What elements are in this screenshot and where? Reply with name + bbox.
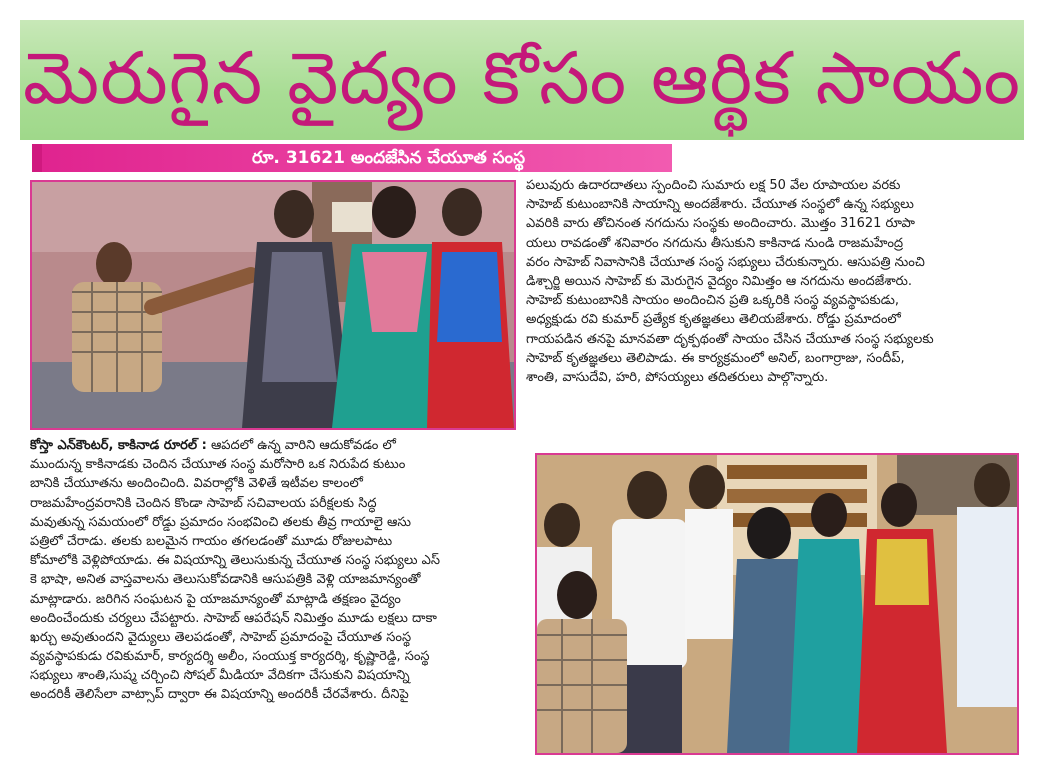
article-line-first <box>30 436 518 455</box>
article-line: పలువురు ఉదారదాతలు స్పందించి సుమారు లక్ష 50 వేల రూపాయల వరకు <box>526 178 901 193</box>
article-line: వరం సాహెబ్ నివాసానికి చేయూత సంస్థ సభ్యులు చేరుకున్నారు. ఆసుపత్రి నుంచి <box>526 254 925 270</box>
photo-group-illustration <box>537 455 1017 753</box>
article-column-right <box>526 176 1022 387</box>
article-line: ఖర్చు అవుతుందని వైద్యులు తెలపడంతో, సాహెబ్ ప్రమాదంపై చేయూత సంస్థ <box>30 629 412 645</box>
article-line: అందించేందుకు చర్యలు చేపట్టారు. సాహెబ్ ఆపరేషన్ నిమిత్తం మూడు లక్షలు దాకా <box>30 610 437 626</box>
article-column-left <box>30 436 518 705</box>
article-line: సాహెబ్ కుటుంబానికి సాయం అందించిన ప్రతి ఒక్కరికి సంస్థ వ్యవస్థాపకుడు, <box>526 293 899 309</box>
article-line: కోమాలోకి వెళ్లిపోయాడు. ఈ విషయాన్ని తెలుసుకున్న చేయూత సంస్థ సభ్యులు ఎస్ <box>30 553 441 569</box>
subheadline: రూ. 31621 అందజేసిన చేయూత సంస్థ <box>252 148 526 168</box>
article-line: కె భాషా, అనిత వాస్తవాలను తెలుసుకోవడానికి ఆసుపత్రికి వెళ్లి యాజమాన్యంతో <box>30 572 421 588</box>
headline: మెరుగైన వైద్యం కోసం ఆర్థిక సాయం <box>23 36 1021 120</box>
article-line: యలు రావడంతో శనివారం నగదును తీసుకుని కాకినాడ నుండి రాజమహేంద్ర <box>526 235 904 251</box>
subheadline-bar <box>32 144 672 172</box>
article-line: రాజమహేంద్రవరానికి చెందిన కొండా సాహెబ్ సచివాలయ పరీక్షలకు సిద్ధ <box>30 495 377 511</box>
article-line: శాంతి, వాసుదేవి, హరి, పోసయ్యలు తదితరులు పాల్గొన్నారు. <box>526 369 829 385</box>
article-line: సాహెబ్ కుటుంబానికి సాయాన్ని అందజేశారు. చేయూత సంస్థలో ఉన్న సభ్యులు <box>526 197 914 213</box>
photo-handover-illustration <box>32 182 514 428</box>
dateline: కోస్తా ఎన్‌కౌంటర్, కాకినాడ రూరల్ : <box>30 438 207 453</box>
article-line: ముందున్న కాకినాడకు చెందిన చేయూత సంస్థ మరోసారి ఒక నిరుపేద కుటుం <box>30 457 406 473</box>
article-line: ఎవరికి వారు తోచినంత నగదును సంస్థకు అందించారు. మొత్తం 31621 రూపా <box>526 216 915 232</box>
article-line: డిశ్చార్జి అయిన సాహెబ్ కు మెరుగైన వైద్యం నిమిత్తం ఆ నగదును అందజేశారు. <box>526 273 913 289</box>
article-line: ఆపదలో ఉన్న వారిని ఆదుకోవడం లో <box>210 438 396 453</box>
article-line: మాట్లాడారు. జరిగిన సంఘటన పై యాజమాన్యంతో మాట్లాడి తక్షణం వైద్యం <box>30 591 401 607</box>
article-line: అందరికీ తెలిసేలా వాట్సాప్ ద్వారా ఈ విషయాన్ని అందరికీ చేరవేశారు. దీనిపై <box>30 687 409 703</box>
article-line: పత్రిలో చేరాడు. తలకు బలమైన గాయం తగలడంతో మూడు రోజులపాటు <box>30 533 393 549</box>
article-line: అధ్యక్షుడు రవి కుమార్ ప్రత్యేక కృతజ్ఞతలు తెలియజేశారు. రోడ్డు ప్రమాదంలో <box>526 312 901 328</box>
article-line: వ్యవస్థాపకుడు రవికుమార్, కార్యదర్శి అలీం, సంయుక్త కార్యదర్శి, కృష్ణారెడ్డి, సంస్థ <box>30 649 430 665</box>
article-line: మవుతున్న సమయంలో రోడ్డు ప్రమాదం సంభవించి తలకు తీవ్ర గాయాలై ఆసు <box>30 514 411 530</box>
photo-handover <box>30 180 516 430</box>
article-line: గాయపడిన తనపై మానవతా దృక్పథంతో సాయం చేసిన చేయూత సంస్థ సభ్యులకు <box>526 331 934 347</box>
photo-group <box>535 453 1019 755</box>
article-line: సాహెబ్ కృతజ్ఞతలు తెలిపాడు. ఈ కార్యక్రమంలో అనిల్, బంగార్రాజు, సందీప్, <box>526 350 905 366</box>
article-line: సభ్యులు శాంతి,సుష్మ చర్చించి సోషల్ మీడియా వేదికగా చేసుకుని విషయాన్ని <box>30 668 410 684</box>
article-line: బానికి చేయూతను అందించింది. వివరాల్లోకి వెళితే ఇటీవల కాలంలో <box>30 476 363 492</box>
